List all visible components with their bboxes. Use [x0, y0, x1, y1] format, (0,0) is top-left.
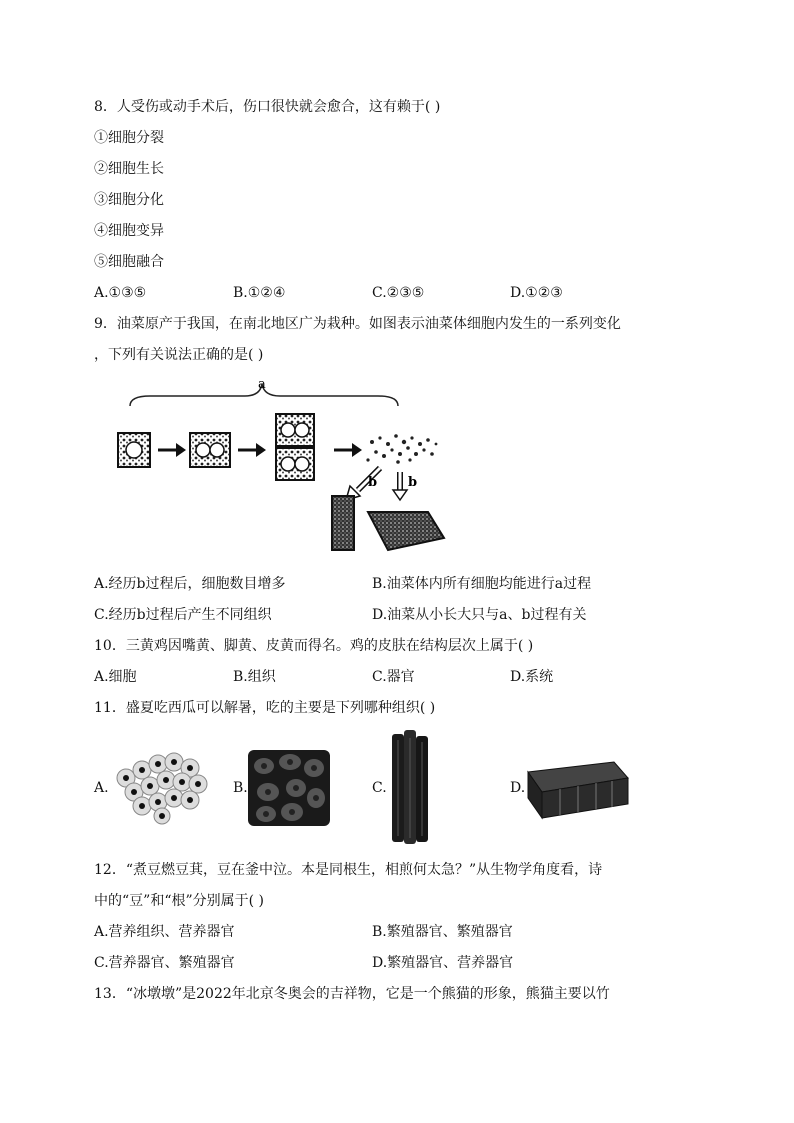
q10-option-d: D.系统	[510, 669, 554, 685]
scattered-cells	[366, 434, 437, 464]
q8-item-2: ②细胞生长	[94, 161, 164, 177]
q9-option-c: C.经历b过程后产生不同组织	[94, 607, 272, 623]
q9-cell-division-figure	[110, 378, 450, 556]
q8-item-1: ①细胞分裂	[94, 130, 164, 146]
q8-option-b: B.①②④	[233, 285, 286, 301]
q9-label-a: a	[258, 378, 266, 392]
q12-stem-line2: 中的“豆”和“根”分别属于( )	[94, 893, 265, 909]
q8-item-5: ⑤细胞融合	[94, 254, 164, 270]
q9-option-a: A.经历b过程后，细胞数目增多	[94, 576, 286, 592]
q8-option-d: D.①②③	[510, 285, 563, 301]
tissue-block-vertical	[332, 496, 354, 550]
q12-option-b: B.繁殖器官、繁殖器官	[372, 924, 513, 940]
tissue-slab	[368, 512, 444, 550]
q10-stem: 10．三黄鸡因嘴黄、脚黄、皮黄而得名。鸡的皮肤在结构层次上属于( )	[94, 638, 534, 654]
q12-option-d: D.繁殖器官、营养器官	[372, 955, 514, 971]
q11-label-a: A.	[94, 780, 109, 796]
q8-stem: 8．人受伤或动手术后，伤口很快就会愈合，这有赖于( )	[94, 99, 441, 115]
q12-option-c: C.营养器官、繁殖器官	[94, 955, 235, 971]
q11-image-d-block	[524, 758, 630, 824]
q9-option-b: B.油菜体内所有细胞均能进行a过程	[372, 576, 592, 592]
q9-label-b-down: b	[408, 475, 418, 490]
q8-item-3: ③细胞分化	[94, 192, 164, 208]
q11-image-c-vessels	[386, 730, 436, 850]
q11-image-b-tissue	[246, 748, 332, 832]
q10-option-b: B.组织	[233, 669, 276, 685]
q11-image-a-parenchyma	[112, 748, 212, 830]
q8-item-4: ④细胞变异	[94, 223, 164, 239]
q12-stem-line1: 12．“煮豆燃豆萁，豆在釜中泣。本是同根生，相煎何太急？”从生物学角度看，诗	[94, 862, 603, 878]
q12-option-a: A.营养组织、营养器官	[94, 924, 235, 940]
q11-stem: 11．盛夏吃西瓜可以解暑，吃的主要是下列哪种组织( )	[94, 700, 436, 716]
q13-stem: 13．“冰墩墩”是2022年北京冬奥会的吉祥物，它是一个熊猫的形象，熊猫主要以竹	[94, 986, 610, 1002]
q10-option-c: C.器官	[372, 669, 415, 685]
q9-stem-line2: ，下列有关说法正确的是( )	[94, 347, 264, 363]
q9-stem-line1: 9．油菜原产于我国，在南北地区广为栽种。如图表示油菜体细胞内发生的一系列变化	[94, 316, 621, 332]
q11-label-c: C.	[372, 780, 387, 796]
q8-option-a: A.①③⑤	[94, 285, 147, 301]
q9-option-d: D.油菜从小长大只与a、b过程有关	[372, 607, 587, 623]
q10-option-a: A.细胞	[94, 669, 137, 685]
q11-label-b: B.	[233, 780, 248, 796]
q8-option-c: C.②③⑤	[372, 285, 425, 301]
q11-label-d: D.	[510, 780, 526, 796]
q9-label-b-left: b	[368, 475, 378, 490]
